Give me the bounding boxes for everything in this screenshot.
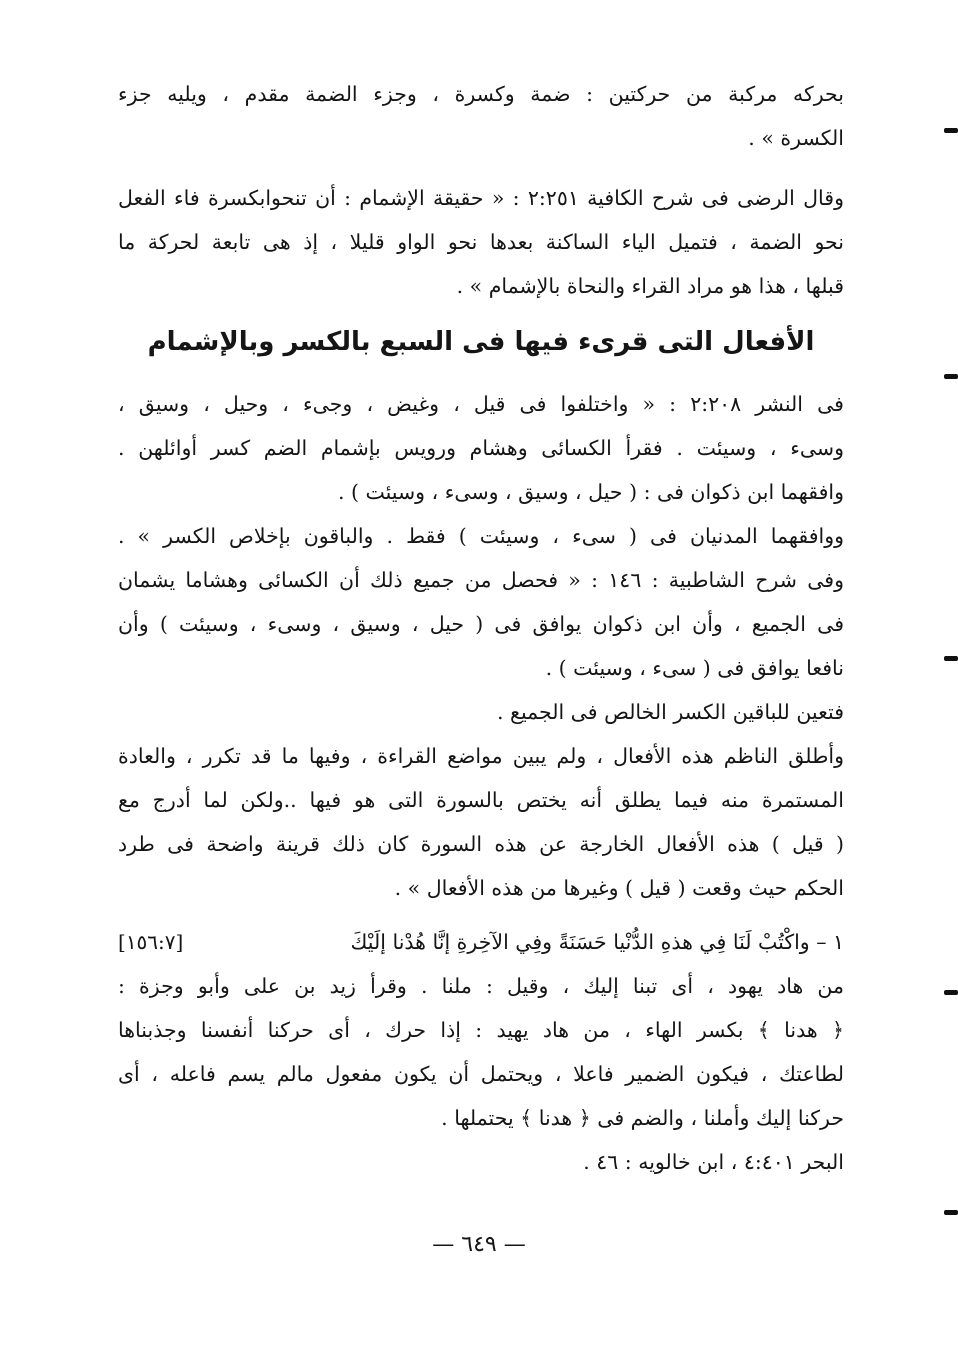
text-line: المستمرة منه فيما يطلق أنه يختص بالسورة التى هو فيها ..ولكن لما أدرج مع — [118, 788, 844, 812]
page-body — [118, 72, 844, 1184]
verse-reference: [١٥٦:٧] — [118, 930, 184, 954]
text-line: وافقهما ابن ذكوان فى : ( حيل ، وسيق ، وسىء ، وسيئت ) . — [337, 480, 844, 504]
paragraph-5 — [118, 964, 844, 1184]
text-line: وأطلق الناظم هذه الأفعال ، ولم يبين مواضع القراءة ، وفيها ما قد تكرر ، والعادة — [118, 744, 844, 768]
margin-mark — [944, 656, 958, 661]
paragraph-3 — [118, 382, 844, 558]
text-line: وسىء ، وسيئت . فقرأ الكسائى وهشام ورويس بإشمام الضم كسر أوائلهن . — [118, 436, 844, 460]
page-number: — ٦٤٩ — — [432, 1232, 526, 1257]
text-line: نافعا يوافق فى ( سىء ، وسيئت ) . — [545, 656, 844, 680]
paragraph-1 — [118, 72, 844, 160]
text-line: قبلها ، هذا هو مراد القراء والنحاة بالإشمام » . — [456, 274, 844, 298]
text-line: فى النشر ٢:٢٠٨ : « واختلفوا فى قيل ، وغيض ، وجىء ، وحيل ، وسيق ، — [118, 392, 844, 416]
text-line: نحو الضمة ، فتميل الياء الساكنة بعدها نحو الواو قليلا ، إذ هى تابعة لحركة ما — [118, 230, 844, 254]
paragraph-4 — [118, 558, 844, 910]
quran-verse — [118, 920, 844, 964]
text-line: ( قيل ) هذه الأفعال الخارجة عن هذه السورة كان ذلك قرينة واضحة فى طرد — [118, 832, 844, 856]
margin-mark — [944, 1210, 958, 1215]
text-line: فتعين للباقين الكسر الخالص فى الجميع . — [497, 700, 844, 724]
paragraph-2 — [118, 176, 844, 308]
text-line: وقال الرضى فى شرح الكافية ٢:٢٥١ : « حقيقة الإشمام : أن تنحوابكسرة فاء الفعل — [118, 186, 844, 210]
margin-mark — [944, 128, 958, 133]
text-line: لطاعتك ، فيكون الضمير فاعلا ، ويحتمل أن يكون مفعول مالم يسم فاعله ، أى — [118, 1062, 844, 1086]
text-line: وفى شرح الشاطبية : ١٤٦ : « فحصل من جميع ذلك أن الكسائى وهشاما يشمان — [118, 568, 844, 592]
margin-mark — [944, 374, 958, 379]
verse-text: ١ – واكْتُبْ لَنَا فِي هذهِ الدُّنْيا حَسَنَةً وفِي الآخِرةِ إنَّا هُدْنا إلَيْكَ — [350, 930, 844, 954]
text-line: ﴿ هدنا ﴾ بكسر الهاء ، من هاد يهيد : إذا حرك ، أى حركنا أنفسنا وجذبناها — [118, 1018, 844, 1042]
text-line: من هاد يهود ، أى تبنا إليك ، وقيل : ملنا . وقرأ زيد بن على وأبو وجزة : — [118, 974, 844, 998]
text-line: ووافقهما المدنيان فى ( سىء ، وسيئت ) فقط . والباقون بإخلاص الكسر » . — [118, 524, 844, 548]
text-line: الكسرة » . — [748, 126, 844, 150]
text-line: الحكم حيث وقعت ( قيل ) وغيرها من هذه الأفعال » . — [394, 876, 844, 900]
text-line: البحر ٤:٤٠١ ، ابن خالويه : ٤٦ . — [583, 1150, 844, 1174]
section-heading: الأفعال التى قرىء فيها فى السبع بالكسر وبالإشمام — [147, 327, 815, 357]
text-line: حركنا إليك وأملنا ، والضم فى ﴿ هدنا ﴾ يحتملها . — [441, 1106, 844, 1130]
text-line: فى الجميع ، وأن ابن ذكوان يوافق فى ( حيل ، وسيق ، وسىء ، وسيئت ) وأن — [118, 612, 844, 636]
margin-mark — [944, 990, 958, 995]
text-line: بحركه مركبة من حركتين : ضمة وكسرة ، وجزء الضمة مقدم ، ويليه جزء — [118, 82, 844, 106]
